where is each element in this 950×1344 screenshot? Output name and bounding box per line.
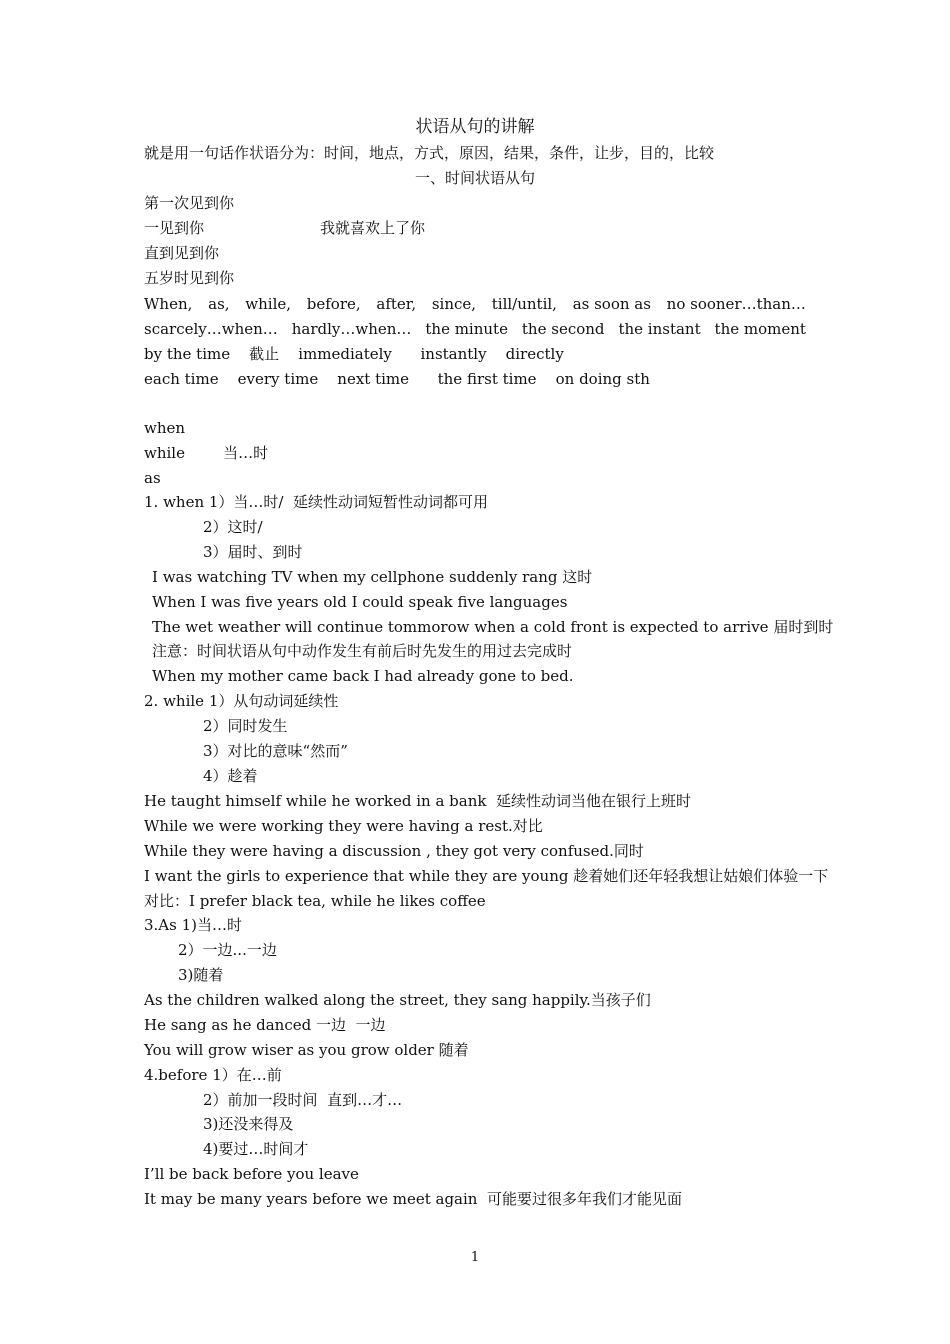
page-number: 1: [470, 1250, 480, 1265]
conjunction-row: [144, 319, 806, 339]
conjunction: as soon as: [572, 295, 651, 313]
example-line: While they were having a discussion , they got very confused.同时: [144, 842, 644, 860]
example-line: When I was five years old I could speak five languages: [152, 593, 568, 611]
conjunction: the second: [521, 320, 605, 338]
conjunction: while,: [245, 295, 292, 313]
conjunction: hardly…when…: [291, 320, 412, 338]
conjunction: no sooner…than…: [666, 295, 806, 313]
conjunction: till/until,: [491, 295, 557, 313]
conjunction-row: [144, 294, 806, 314]
conjunction: When,: [144, 295, 193, 313]
sub-item: 2）这时/: [203, 518, 263, 536]
example-line: I’ll be back before you leave: [144, 1165, 359, 1183]
text-line: 一见到你: [144, 219, 205, 237]
text-line: when: [144, 419, 186, 437]
sub-item: 4）趁着: [203, 767, 258, 785]
text-line: 我就喜欢上了你: [320, 219, 426, 237]
conjunction: the instant: [618, 320, 701, 338]
subsection-heading: 1. when 1）当…时/ 延续性动词短暂性动词都可用: [144, 493, 489, 511]
intro-line: 就是用一句话作状语分为：时间，地点，方式，原因，结果，条件，让步，目的，比较: [144, 144, 715, 162]
example-line: As the children walked along the street, they sang happily.当孩子们: [144, 991, 651, 1009]
example-line: You will grow wiser as you grow older 随着: [144, 1041, 469, 1059]
example-line: He sang as he danced 一边 一边: [144, 1016, 386, 1034]
subsection-heading: 4.before 1）在…前: [144, 1066, 282, 1084]
example-line: It may be many years before we meet again 可能要过很多年我们才能见面: [144, 1190, 682, 1208]
example-line: I was watching TV when my cellphone suddenly rang 这时: [152, 568, 593, 586]
conjunction-row: each time every time next time the first time on doing sth: [144, 370, 650, 388]
sub-item: 2）一边...一边: [178, 941, 277, 959]
example-line: When my mother came back I had already gone to bed.: [152, 667, 574, 685]
sub-item: 3)还没来得及: [203, 1115, 294, 1133]
text-line: 直到见到你: [144, 244, 220, 262]
sub-item: 3）届时、到时: [203, 543, 303, 561]
conjunction: before,: [306, 295, 361, 313]
example-line: While we were working they were having a rest.对比: [144, 817, 543, 835]
sub-item: 3)随着: [178, 966, 224, 984]
text-line: as: [144, 469, 161, 487]
example-line: The wet weather will continue tommorow when a cold front is expected to arrive 届时到时: [152, 618, 834, 636]
example-line: 对比：I prefer black tea, while he likes coffee: [144, 892, 486, 910]
example-line: I want the girls to experience that while they are young 趁着她们还年轻我想让姑娘们体验一下: [144, 867, 829, 885]
section-heading: 一、时间状语从句: [414, 169, 535, 187]
conjunction: after,: [376, 295, 417, 313]
subsection-heading: 3.As 1)当…时: [144, 916, 243, 934]
conjunction: since,: [431, 295, 477, 313]
sub-item: 2）前加一段时间 直到…才…: [203, 1091, 403, 1109]
text-line: 五岁时见到你: [144, 269, 235, 287]
example-line: He taught himself while he worked in a bank 延续性动词当他在银行上班时: [144, 792, 691, 810]
conjunction-row: by the time 截止 immediately instantly directly: [144, 345, 564, 363]
conjunction: the minute: [425, 320, 508, 338]
text-line: while 当…时: [144, 444, 269, 462]
note-line: 注意：时间状语从句中动作发生有前后时先发生的用过去完成时: [152, 642, 573, 660]
sub-item: 4)要过…时间才: [203, 1140, 309, 1158]
conjunction: scarcely…when…: [144, 320, 278, 338]
conjunction: the moment: [714, 320, 806, 338]
conjunction: as,: [208, 295, 230, 313]
page-title: 状语从句的讲解: [415, 117, 535, 137]
sub-item: 2）同时发生: [203, 717, 288, 735]
subsection-heading: 2. while 1）从句动词延续性: [144, 692, 339, 710]
sub-item: 3）对比的意味“然而”: [203, 742, 348, 760]
text-line: 第一次见到你: [144, 194, 235, 212]
